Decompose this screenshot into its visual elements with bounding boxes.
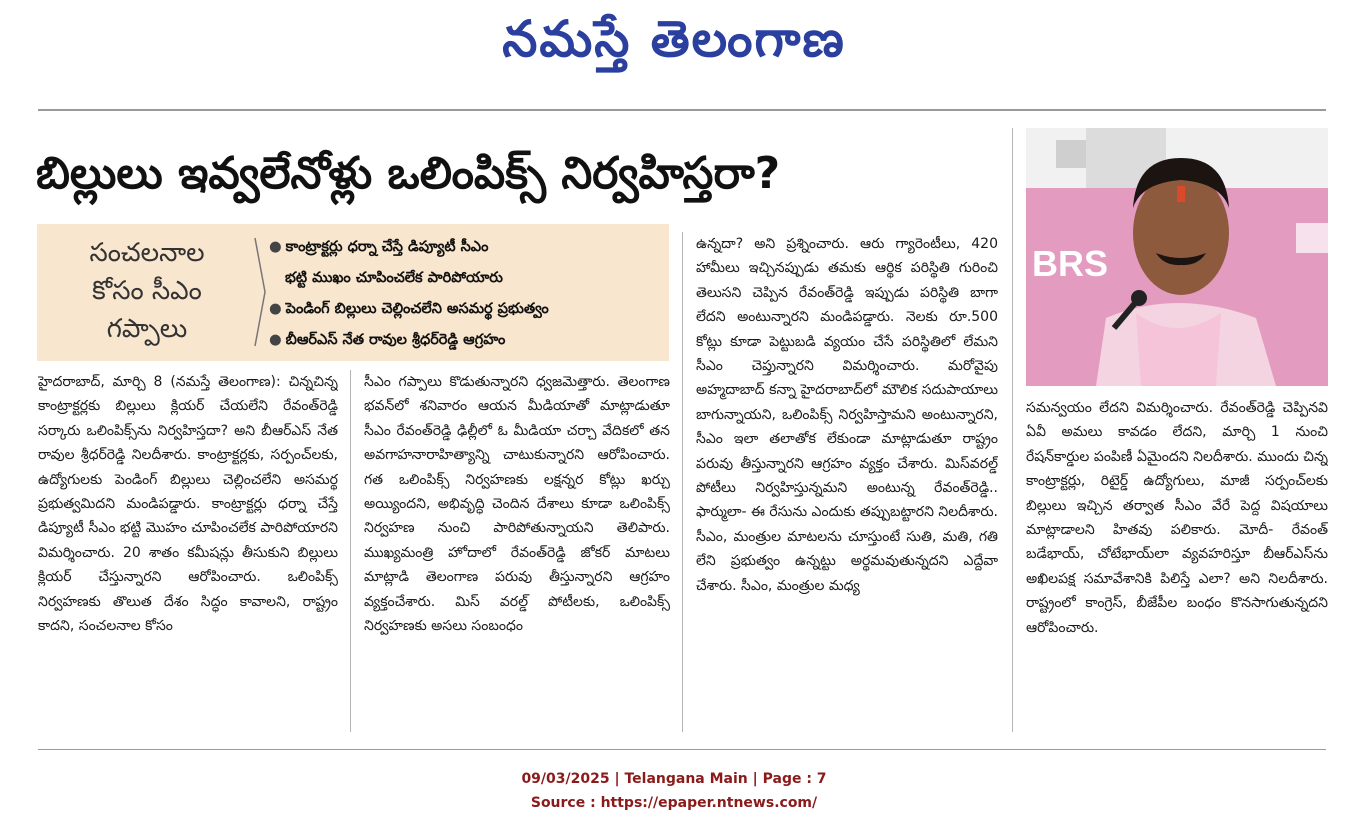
deck-kicker — [47, 234, 247, 351]
deck-bullet-text: బీఆర్ఎస్ నేత రావుల శ్రీధర్‌రెడ్డి ఆగ్రహం — [285, 332, 506, 348]
article-deck-box — [37, 224, 669, 361]
article-paragraph: సమన్వయం లేదని విమర్శించారు. రేవంత్‌రెడ్డి చెప్పినవి ఏవీ అమలు కావడం లేదని, మార్చి 1 నుంచి రేషన్‌కార్డుల పంపిణీ ఏమైందని నిలదీశారు. ముందు చిన్న కాంట్రాక్టర్లు, రిటైర్డ్ ఉద్యోగులు, మాజీ సర్పంచ్‌లకు బిల్లులు ఇచ్చిన తర్వాత సీఎం వేరే పెద్ద విషయాలు మాట్లాడాలని హితవు పలికారు. మోదీ- రేవంత్ బడేభాయ్, చోటేభాయ్‌లా వ్యవహరిస్తూ బీఆర్ఎస్‌ను అఖిలపక్ష సమావేశానికి పిలిస్తే ఎలా? అని నిలదీశారు. రాష్ట్రంలో కాంగ్రెస్, బీజేపీల బంధం కొనసాగుతున్నదని ఆరోపించారు. — [1026, 400, 1328, 636]
deck-bullet-list — [269, 232, 664, 356]
masthead-divider — [38, 109, 1326, 111]
speaker-photo-illustration — [1026, 128, 1328, 386]
deck-kicker-line: కోసం సీఎం — [92, 276, 202, 306]
deck-bullet-item — [269, 232, 664, 263]
deck-kicker-line: గప్పాలు — [106, 314, 188, 344]
deck-brace-icon — [253, 236, 267, 348]
bullet-icon: ● — [269, 332, 282, 348]
article-column-4 — [1026, 396, 1328, 734]
article-column-2 — [364, 370, 670, 732]
deck-bullet-item — [269, 263, 664, 294]
column-divider — [682, 232, 683, 732]
column-divider — [1012, 128, 1013, 732]
footer-divider — [38, 749, 1326, 750]
article-headline: బిల్లులు ఇవ్వలేనోళ్లు ఒలింపిక్స్ నిర్వహిస్తరా? — [36, 148, 781, 199]
deck-kicker-line: సంచలనాల — [89, 238, 205, 268]
masthead-title: నమస్తే తెలంగాణ — [502, 10, 846, 68]
article-paragraph: సీఎం గప్పాలు కొడుతున్నారని ధ్వజమెత్తారు. తెలంగాణ భవన్‌లో శనివారం ఆయన మీడియాతో మాట్లాడుతూ సీఎం రేవంత్‌రెడ్డి ఢిల్లీలో ఓ మీడియా చర్చా వేదికలో తన అవగాహనారాహిత్యాన్ని చాటుకున్నారని ఆరోపించారు. గత ఒలింపిక్స్ నిర్వహణకు లక్షన్నర కోట్లు ఖర్చు అయ్యిందని, అభివృద్ధి చెందిన దేశాలు కూడా ఒలింపిక్స్ నిర్వహణ నుంచి పారిపోతున్నాయని తెలిపారు. ముఖ్యమంత్రి హోదాలో రేవంత్‌రెడ్డి జోకర్ మాటలు మాట్లాడి తెలంగాణ పరువు తీస్తున్నారని ఆగ్రహం వ్యక్తంచేశారు. మిస్ వరల్డ్ పోటీలకు, ఒలింపిక్స్ నిర్వహణకు అసలు సంబంధం — [364, 374, 670, 635]
deck-bullet-item — [269, 294, 664, 325]
article-column-3 — [696, 232, 998, 736]
photo-backdrop-text: BRS — [1032, 243, 1109, 284]
bullet-icon: ● — [269, 301, 282, 317]
speaker-photo — [1026, 128, 1328, 386]
article-column-1 — [38, 370, 338, 732]
deck-bullet-text: కాంట్రాక్టర్లు ధర్నా చేస్తే డిప్యూటీ సీఎం — [285, 239, 489, 255]
article-paragraph: ఉన్నదా? అని ప్రశ్నించారు. ఆరు గ్యారెంటీలు, 420 హామీలు ఇచ్చినప్పుడు తమకు ఆర్థిక పరిస్థితి గురించి తెలుసని చెప్పిన రేవంత్‌రెడ్డి ఇప్పుడు పరిస్థితి బాగా లేదని అంటున్నారని మండిపడ్డారు. నెలకు రూ.500 కోట్లు కూడా పెట్టుబడి వ్యయం చేసే పరిస్థితిలో లేమని సీఎం చెప్తున్నారని విమర్శించారు. మరోవైపు అహ్మదాబాద్ కన్నా హైదరాబాద్‌లో మౌలిక సదుపాయాలు బాగున్నాయని, ఒలింపిక్స్ నిర్వహిస్తామని అంటున్నారని, సీఎం ఇలా తలాతోక లేకుండా మాట్లాడుతూ రాష్ట్రం పరువు తీస్తున్నారని ఆగ్రహం వ్యక్తం చేశారు. మిస్‌వరల్డ్ పోటీలు నిర్వహిస్తున్నమని అంటున్న రేవంత్‌రెడ్డి.. ఫార్ములా- ఈ రేసును ఎందుకు తప్పుబట్టారని నిలదీశారు. సీఎం, మంత్రుల మాటలను చూస్తుంటే సుతి, మతి, గతి లేని ప్రభుత్వం ఉన్నట్టు అర్థమవుతున్నదని ఎద్దేవా చేశారు. సీఎం, మంత్రుల మధ్య — [696, 236, 998, 594]
edition-info: 09/03/2025 | Telangana Main | Page : 7 — [521, 771, 827, 787]
deck-bullet-item — [269, 325, 664, 356]
column-divider — [350, 370, 351, 732]
deck-bullet-text: పెండింగ్ బిల్లులు చెల్లించలేని అసమర్థ ప్రభుత్వం — [285, 301, 549, 317]
deck-bullet-text: భట్టి ముఖం చూపించలేక పారిపోయారు — [285, 270, 503, 286]
bullet-icon: ● — [269, 239, 282, 255]
source-link[interactable]: Source : https://epaper.ntnews.com/ — [530, 795, 818, 811]
article-paragraph: హైదరాబాద్, మార్చి 8 (నమస్తే తెలంగాణ): చిన్నచిన్న కాంట్రాక్టర్లకు బిల్లులు క్లియర్ చేయలేని రేవంత్‌రెడ్డి సర్కారు ఒలింపిక్స్‌ను నిర్వహిస్తదా? అని బీఆర్ఎస్ నేత రావుల శ్రీధర్‌రెడ్డి నిలదీశారు. కాంట్రాక్టర్లకు, సర్పంచ్‌లకు, ఉద్యోగులకు పెండింగ్ బిల్లులు చెల్లించలేని అసమర్థ ప్రభుత్వమిదని మండిపడ్డారు. కాంట్రాక్టర్లు ధర్నా చేస్తే డిప్యూటీ సీఎం భట్టి మొహం చూపించలేక పారిపోయారని విమర్శించారు. 20 శాతం కమీషన్లు తీసుకుని బిల్లులు క్లియర్ చేస్తున్నారని ఆరోపించారు. ఒలింపిక్స్ నిర్వహణకు తొలుత దేశం సిద్ధం కావాలని, రాష్ట్రం కాదని, సంచలనాల కోసం — [38, 374, 338, 635]
newspaper-masthead — [0, 4, 1348, 74]
